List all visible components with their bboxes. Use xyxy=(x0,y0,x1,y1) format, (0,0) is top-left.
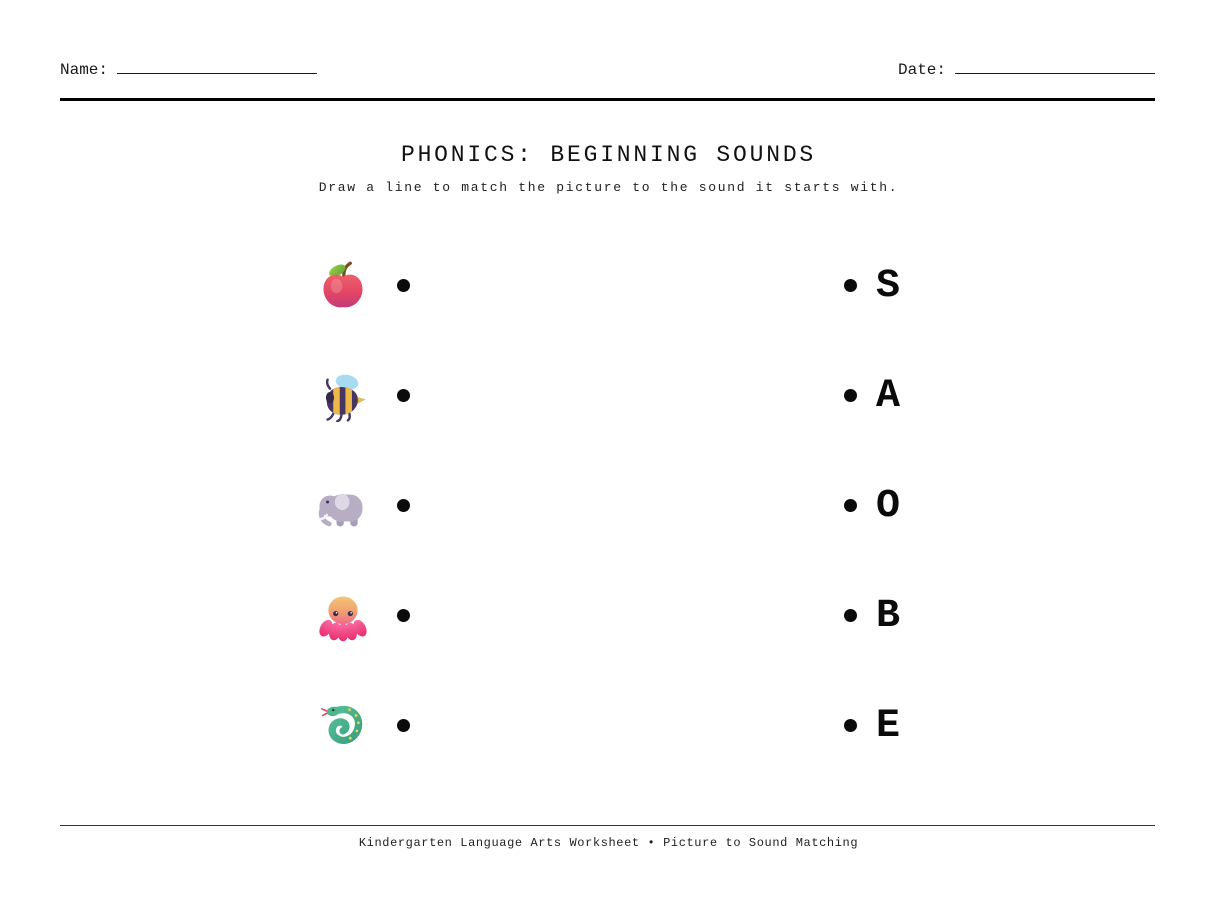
footer-text: Kindergarten Language Arts Worksheet • Picture to Sound Matching xyxy=(358,836,859,850)
bee-icon xyxy=(317,370,369,422)
picture-match-dot[interactable] xyxy=(397,499,410,512)
octopus-icon xyxy=(317,590,369,642)
letter-choice: S xyxy=(876,263,901,309)
name-field xyxy=(60,60,317,79)
match-row xyxy=(0,451,1217,561)
match-row xyxy=(0,561,1217,671)
letter-choice: O xyxy=(876,483,901,529)
snake-icon xyxy=(317,700,369,752)
match-row xyxy=(0,231,1217,341)
letter-match-dot[interactable] xyxy=(844,279,857,292)
footer-divider xyxy=(60,825,1155,826)
picture-match-dot[interactable] xyxy=(397,279,410,292)
date-input-line[interactable] xyxy=(955,60,1155,74)
picture-match-dot[interactable] xyxy=(397,609,410,622)
picture-match-dot[interactable] xyxy=(397,719,410,732)
elephant-icon xyxy=(317,480,369,532)
picture-match-dot[interactable] xyxy=(397,389,410,402)
name-label: Name: xyxy=(60,61,109,79)
letter-match-dot[interactable] xyxy=(844,499,857,512)
date-label: Date: xyxy=(897,61,946,79)
letter-choice: A xyxy=(876,373,901,419)
apple-icon xyxy=(317,260,369,312)
letter-match-dot[interactable] xyxy=(844,719,857,732)
letter-match-dot[interactable] xyxy=(844,389,857,402)
match-row xyxy=(0,341,1217,451)
instructions-text: Draw a line to match the picture to the sound it starts with. xyxy=(318,180,899,195)
page-title: PHONICS: BEGINNING SOUNDS xyxy=(400,142,817,168)
letter-choice: B xyxy=(876,593,901,639)
date-field xyxy=(898,60,1155,79)
letter-choice: E xyxy=(876,703,901,749)
letter-match-dot[interactable] xyxy=(844,609,857,622)
header-divider xyxy=(60,98,1155,101)
name-input-line[interactable] xyxy=(117,60,317,74)
match-row xyxy=(0,671,1217,781)
